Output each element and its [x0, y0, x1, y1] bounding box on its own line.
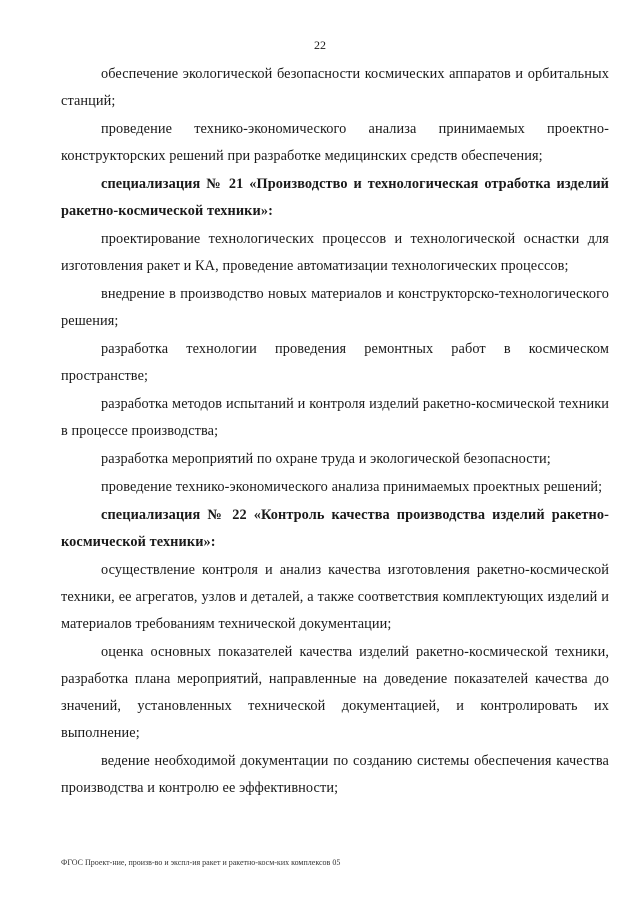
paragraph: внедрение в производство новых материалов и конструкторско-технологического решения; — [61, 286, 609, 329]
page-footer: ФГОС Проект-ние, произв-во и экспл-ия ракет и ракетно-косм-ких комплексов 05 — [61, 858, 341, 867]
paragraph: разработка технологии проведения ремонтных работ в космическом пространстве; — [61, 341, 609, 384]
paragraph: оценка основных показателей качества изделий ракетно-космической техники, разработка плана мероприятий, направленные на доведение показателей качества до значений, установленных технической документацией, и контролировать их выполнение; — [61, 644, 609, 741]
specialization-heading: специализация № 21 «Производство и технологическая отработка изделий ракетно-космической техники»: — [61, 176, 609, 219]
page-number: 22 — [314, 38, 326, 52]
paragraph: проведение технико-экономического анализа принимаемых проектных решений; — [101, 479, 603, 495]
paragraph: разработка методов испытаний и контроля изделий ракетно-космической техники в процессе производства; — [61, 396, 609, 439]
paragraph: осуществление контроля и анализ качества изготовления ракетно-космической техники, ее агрегатов, узлов и деталей, а также соответствия комплектующих изделий и материалов требованиям технической документации; — [61, 562, 609, 632]
specialization-heading: специализация № 22 «Контроль качества производства изделий ракетно-космической техники»: — [61, 507, 609, 550]
paragraph: обеспечение экологической безопасности космических аппаратов и орбитальных станций; — [61, 66, 609, 109]
paragraph: проведение технико-экономического анализа принимаемых проектно-конструкторских решений при разработке медицинских средств обеспечения; — [61, 121, 609, 164]
document-body — [61, 61, 609, 803]
paragraph: разработка мероприятий по охране труда и экологической безопасности; — [101, 451, 551, 467]
paragraph: проектирование технологических процессов и технологической оснастки для изготовления ракет и КА, проведение автоматизации технологических процессов; — [61, 231, 609, 274]
paragraph: ведение необходимой документации по созданию системы обеспечения качества производства и контролю ее эффективности; — [61, 753, 609, 796]
